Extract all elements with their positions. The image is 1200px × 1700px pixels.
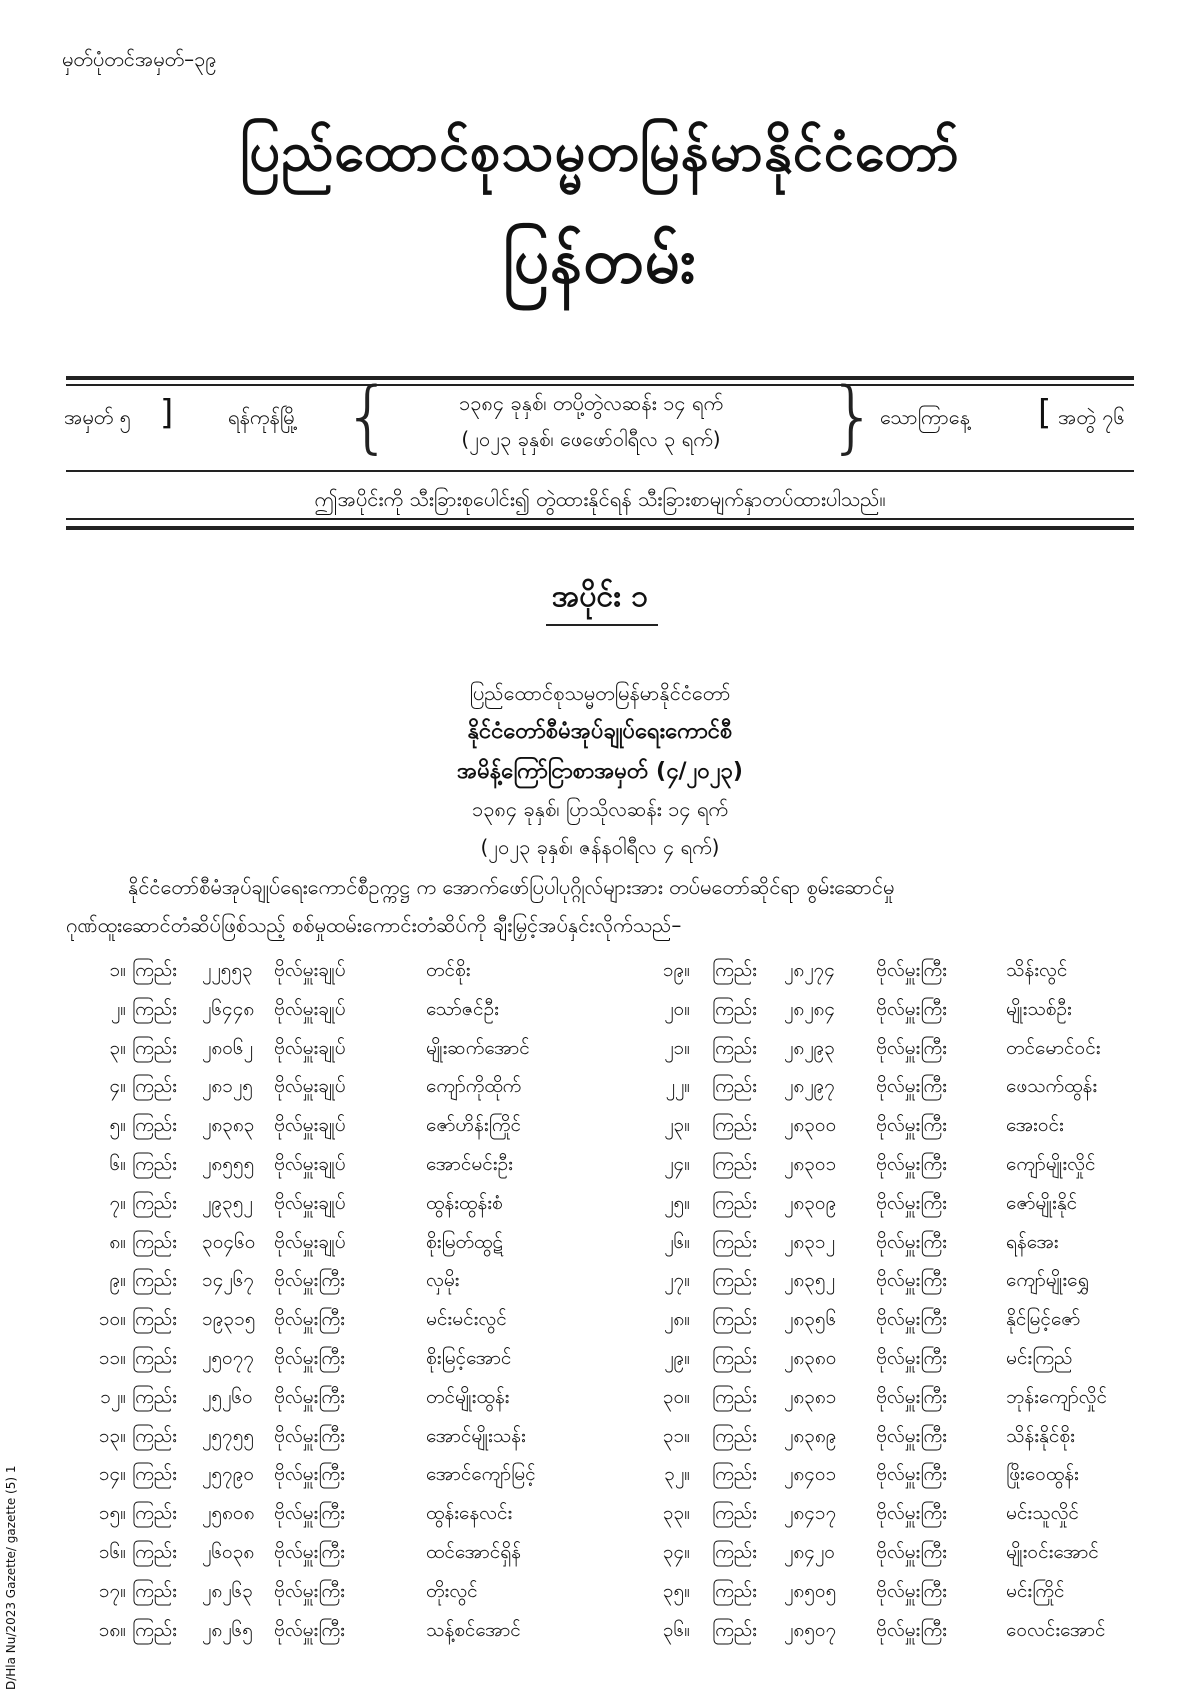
top-rule-thin (66, 384, 1134, 386)
awardee-corps: ကြည်း (132, 959, 177, 981)
awardee-no: ၂၈။ (664, 1308, 690, 1331)
awardee-id: ၂၈၃၅၂ (784, 1269, 835, 1292)
awardee-corps: ကြည်း (132, 1347, 177, 1369)
awardee-no: ၁၃။ (98, 1424, 126, 1447)
awardee-id: ၂၅၀၇၇ (202, 1347, 255, 1369)
awardee-row (0, 1074, 1200, 1112)
awardee-rank: ဗိုလ်မှူးကြီး (274, 1424, 345, 1447)
gazette-title-line1: ပြည်ထောင်စုသမ္မတမြန်မာနိုင်ငံတော် (240, 120, 960, 183)
awardee-id: ၂၅၇၅၅ (202, 1424, 255, 1447)
awardee-corps: ကြည်း (132, 1463, 177, 1486)
awardee-corps: ကြည်း (712, 1347, 757, 1369)
awardee-id: ၂၈၂၉၇ (784, 1075, 835, 1098)
awardee-corps: ကြည်း (712, 959, 757, 981)
section-underline (546, 624, 658, 626)
awardee-rank: ဗိုလ်မှူးချုပ် (274, 1153, 346, 1175)
awardee-rank: ဗိုလ်မှူးကြီး (274, 1579, 345, 1602)
order-number: အမိန့်ကြော်ငြာစာအမှတ် (၄/၂၀၂၃) (457, 759, 743, 784)
issue-volume: အတွဲ ၇၆ (1058, 405, 1125, 429)
awardee-no: ၄။ (109, 1075, 126, 1098)
awardee-corps: ကြည်း (132, 1230, 177, 1253)
awardee-no: ၃၂။ (664, 1463, 690, 1486)
awardee-no: ၁၉။ (662, 959, 690, 981)
awardee-name: ဖေသက်ထွန်း (1006, 1075, 1098, 1098)
awardee-no: ၂၃။ (664, 1114, 690, 1137)
awardee-id: ၂၈၀၆၂ (202, 1036, 253, 1059)
awardee-name: ဘုန်းကျော်လှိုင် (1006, 1385, 1108, 1408)
awardee-name: တင်မောင်ဝင်း (1006, 1036, 1101, 1059)
awardee-corps: ကြည်း (132, 1618, 177, 1641)
bottom-rule (66, 526, 1134, 530)
awardee-corps: ကြည်း (712, 1269, 757, 1292)
close-bracket-glyph: ] (160, 393, 174, 433)
awardee-name: အောင်မျိုးသန်း (426, 1424, 526, 1447)
awardee-corps: ကြည်း (132, 1153, 177, 1175)
awardee-corps: ကြည်း (712, 1385, 757, 1408)
awardee-name: တင်မျိုးထွန်း (426, 1385, 510, 1408)
gazette-title-line2: ပြန်တမ်း (503, 224, 697, 297)
issue-date-line2: (၂၀၂၃ ခုနှစ်၊ ဖေဖော်ဝါရီလ ၃ ရက်) (461, 427, 721, 451)
section-title: အပိုင်း ၁ (551, 579, 649, 614)
awardee-rank: ဗိုလ်မှူးကြီး (876, 1618, 947, 1641)
awardee-corps: ကြည်း (712, 1541, 757, 1563)
awardee-rank: ဗိုလ်မှူးချုပ် (274, 1191, 346, 1214)
awardee-id: ၂၈၃၁၂ (784, 1230, 835, 1253)
awardee-id: ၂၈၅၀၇ (784, 1618, 837, 1641)
awardee-name: ရန်အေး (1006, 1230, 1059, 1253)
awardee-no: ၁။ (109, 959, 126, 981)
awardee-rank: ဗိုလ်မှူးကြီး (876, 1036, 947, 1059)
awardee-rank: ဗိုလ်မှူးကြီး (876, 1424, 947, 1447)
awardee-name: စိုးမြင့်အောင် (426, 1347, 512, 1369)
awardee-no: ၃၀။ (662, 1385, 690, 1408)
awardee-no: ၃၄။ (662, 1541, 690, 1563)
middle-rule (66, 470, 1134, 472)
awardee-name: အောင်ကျော်မြင့် (426, 1463, 536, 1486)
awardee-name: အေးဝင်း (1006, 1114, 1064, 1137)
awardee-name: သိန်းလွင် (1006, 959, 1068, 981)
awardee-corps: ကြည်း (712, 1502, 757, 1525)
awardee-corps: ကြည်း (712, 1463, 757, 1486)
awardee-rank: ဗိုလ်မှူးချုပ် (274, 1036, 346, 1059)
awardee-name: မျိုးဆက်အောင် (426, 1036, 530, 1059)
awardee-id: ၂၉၃၅၂ (202, 1191, 253, 1214)
awardee-rank: ဗိုလ်မှူးကြီး (274, 1618, 345, 1641)
awardee-no: ၂၄။ (664, 1153, 690, 1175)
awardee-corps: ကြည်း (712, 1153, 757, 1175)
awardee-no: ၆။ (109, 1153, 126, 1175)
awardee-no: ၁၇။ (98, 1579, 126, 1602)
awardee-corps: ကြည်း (712, 1075, 757, 1098)
awardee-rank: ဗိုလ်မှူးကြီး (876, 1230, 947, 1253)
awardee-no: ၁၄။ (98, 1463, 126, 1486)
awardee-rank: ဗိုလ်မှူးကြီး (274, 1269, 345, 1292)
awardee-name: ထင်အောင်ရှိန် (426, 1541, 522, 1563)
registration-number: မှတ်ပုံတင်အမှတ်–၃၉ (62, 47, 217, 71)
awardee-name: အောင်မင်းဦး (426, 1153, 513, 1175)
awardee-id: ၂၈၃၈၀ (784, 1347, 837, 1369)
awardee-no: ၁၅။ (98, 1502, 126, 1525)
awardee-rank: ဗိုလ်မှူးကြီး (876, 1579, 947, 1602)
awardee-name: ကျော်ကိုထိုက် (426, 1075, 522, 1098)
awardee-no: ၂၉။ (664, 1347, 690, 1369)
right-brace-glyph: } (828, 372, 878, 462)
awardee-name: ဇော်ဟိန်းကြိုင် (426, 1114, 521, 1137)
awardee-corps: ကြည်း (132, 1579, 177, 1602)
awardee-id: ၂၈၃၀၉ (784, 1191, 837, 1214)
awardee-no: ၂၅။ (664, 1191, 690, 1214)
awardee-no: ၅။ (109, 1114, 126, 1137)
awardee-rank: ဗိုလ်မှူးကြီး (876, 1114, 947, 1137)
awardee-name: သန့်စင်အောင် (426, 1618, 521, 1641)
awardee-corps: ကြည်း (712, 997, 757, 1020)
awardee-corps: ကြည်း (132, 1502, 177, 1525)
awardee-corps: ကြည်း (712, 1308, 757, 1331)
order-date-gregorian: (၂၀၂၃ ခုနှစ်၊ ဇန်နဝါရီလ ၄ ရက်) (480, 835, 720, 859)
awardee-id: ၂၈၂၉၃ (784, 1036, 835, 1059)
awardee-row (0, 1152, 1200, 1190)
issue-weekday: သောကြာနေ့ (880, 405, 970, 429)
awardee-name: စိုးမြတ်ထွဋ် (426, 1230, 503, 1253)
awardee-row (0, 1540, 1200, 1578)
awardee-corps: ကြည်း (132, 1191, 177, 1214)
issue-number: အမှတ် ၅ (64, 405, 131, 429)
awardee-id: ၂၆၀၃၈ (202, 1541, 255, 1563)
awardee-no: ၉။ (109, 1269, 126, 1292)
awardee-id: ၂၈၄၀၁ (784, 1463, 837, 1486)
awardee-id: ၂၅၂၆၀ (202, 1385, 253, 1408)
awardee-row (0, 1501, 1200, 1539)
awardee-no: ၁၈။ (98, 1618, 126, 1641)
awardee-id: ၂၈၁၂၅ (202, 1075, 253, 1098)
awardee-id: ၂၈၅၀၅ (784, 1579, 837, 1602)
awardee-id: ၂၈၂၆၃ (202, 1579, 253, 1602)
awardee-id: ၂၈၃၀၀ (784, 1114, 837, 1137)
awardee-no: ၃၃။ (662, 1502, 690, 1525)
awardee-id: ၁၄၂၆၇ (202, 1269, 255, 1292)
awardee-no: ၂၀။ (664, 997, 690, 1020)
awardee-rank: ဗိုလ်မှူးကြီး (876, 959, 947, 981)
awardee-no: ၂၆။ (664, 1230, 690, 1253)
order-date-myanmar: ၁၃၈၄ ခုနှစ်၊ ပြာသိုလဆန်း ၁၄ ရက် (472, 797, 728, 821)
awardee-rank: ဗိုလ်မှူးကြီး (274, 1463, 345, 1486)
awardee-name: တိုးလွင် (426, 1579, 478, 1602)
awardee-row (0, 1462, 1200, 1500)
awardee-name: မင်းမင်းလွင် (426, 1308, 507, 1331)
awardee-id: ၂၅၈၀၈ (202, 1502, 255, 1525)
open-bracket-glyph: [ (1038, 393, 1052, 433)
top-rule (66, 376, 1134, 380)
awardee-name: ကျော်မျိုးရွှေ (1006, 1269, 1089, 1292)
awardee-rank: ဗိုလ်မှူးကြီး (876, 1347, 947, 1369)
awardee-rank: ဗိုလ်မှူးကြီး (876, 1191, 947, 1214)
awardee-corps: ကြည်း (132, 1269, 177, 1292)
awardee-name: နိုင်မြင့်ဇော် (1006, 1308, 1081, 1331)
awardee-row (0, 1268, 1200, 1306)
awardee-id: ၃၀၄၆၀ (202, 1230, 256, 1253)
awardee-corps: ကြည်း (712, 1618, 757, 1641)
awardee-row (0, 1230, 1200, 1268)
awardee-row (0, 958, 1200, 996)
awardee-rank: ဗိုလ်မှူးကြီး (876, 1308, 947, 1331)
awardee-rank: ဗိုလ်မှူးကြီး (876, 1541, 947, 1563)
awardee-name: ထွန်းနေလင်း (426, 1502, 513, 1525)
awardee-id: ၂၈၃၈၁ (784, 1385, 837, 1408)
awardee-rank: ဗိုလ်မှူးကြီး (876, 1463, 947, 1486)
awardee-no: ၃၅။ (662, 1579, 690, 1602)
awardee-no: ၃၆။ (662, 1618, 690, 1641)
awardee-name: ထွန်းထွန်းစံ (426, 1191, 503, 1214)
awardee-corps: ကြည်း (132, 1385, 177, 1408)
awardee-corps: ကြည်း (132, 997, 177, 1020)
awardee-no: ၂၁။ (664, 1036, 690, 1059)
awardee-no: ၁၁။ (98, 1347, 126, 1369)
awardee-name: မင်းကြိုင် (1006, 1579, 1065, 1602)
awardee-id: ၂၈၂၆၅ (202, 1618, 253, 1641)
awardee-row (0, 1424, 1200, 1462)
awardee-id: ၁၉၃၁၅ (202, 1308, 256, 1331)
awardee-name: လှမိုး (426, 1269, 460, 1292)
awardee-rank: ဗိုလ်မှူးချုပ် (274, 997, 346, 1020)
awardee-rank: ဗိုလ်မှူးချုပ် (274, 1230, 346, 1253)
document-reference: D/Hla Nu/2023 Gazette/ gazette (5) 1 (4, 1465, 18, 1690)
awardee-no: ၂၇။ (664, 1269, 690, 1292)
awardee-row (0, 1307, 1200, 1345)
awardee-no: ၃၁။ (662, 1424, 690, 1447)
awardee-corps: ကြည်း (712, 1230, 757, 1253)
awardee-corps: ကြည်း (132, 1541, 177, 1563)
awardee-row (0, 1113, 1200, 1151)
awardee-name: မျိုးဝင်းအောင် (1006, 1541, 1099, 1563)
awardee-id: ၂၈၃၅၆ (784, 1308, 837, 1331)
awardee-rank: ဗိုလ်မှူးကြီး (876, 1153, 947, 1175)
awardee-row (0, 1385, 1200, 1423)
awardee-corps: ကြည်း (132, 1036, 177, 1059)
awardee-id: ၂၂၅၅၃ (202, 959, 253, 981)
awardee-corps: ကြည်း (712, 1191, 757, 1214)
issue-place: ရန်ကုန်မြို့ (228, 405, 298, 429)
awardee-rank: ဗိုလ်မှူးကြီး (876, 1075, 947, 1098)
awardee-id: ၂၈၃၈၃ (202, 1114, 255, 1137)
awardee-row (0, 1346, 1200, 1384)
awardee-name: သော်ဇင်ဦး (426, 997, 499, 1020)
awardee-rank: ဗိုလ်မှူးကြီး (274, 1541, 345, 1563)
awardee-no: ၈။ (109, 1230, 126, 1253)
awardee-row (0, 1579, 1200, 1617)
issue-date-line1: ၁၃၈၄ ခုနှစ်၊ တပို့တွဲလဆန်း ၁၄ ရက် (458, 391, 724, 415)
awardee-id: ၂၈၄၂၀ (784, 1541, 835, 1563)
awardee-no: ၁၀။ (98, 1308, 126, 1331)
awardee-id: ၂၈၅၅၅ (202, 1153, 255, 1175)
awardee-name: ဖြိုးဝေထွန်း (1006, 1463, 1079, 1486)
awardee-id: ၂၅၇၉၀ (202, 1463, 255, 1486)
awardee-no: ၇။ (109, 1191, 126, 1214)
awardee-id: ၂၈၃၈၉ (784, 1424, 837, 1447)
awardee-rank: ဗိုလ်မှူးချုပ် (274, 959, 346, 981)
awardee-id: ၂၆၄၄၈ (202, 997, 255, 1020)
awardee-name: တင်စိုး (426, 959, 471, 981)
awardee-name: ဝေလင်းအောင် (1006, 1618, 1106, 1641)
order-paragraph-line2: ဂုဏ်ထူးဆောင်တံဆိပ်ဖြစ်သည့် စစ်မှုထမ်းကောင်းတံဆိပ်ကို ချီးမြှင့်အပ်နှင်းလိုက်သည်– (66, 913, 682, 937)
awardee-row (0, 1036, 1200, 1074)
awardee-rank: ဗိုလ်မှူးကြီး (274, 1308, 345, 1331)
awardee-id: ၂၈၄၁၇ (784, 1502, 837, 1525)
awardee-name: သိန်းနိုင်စိုး (1006, 1424, 1075, 1447)
awardee-row (0, 997, 1200, 1035)
awardee-corps: ကြည်း (712, 1036, 757, 1059)
awardee-row (0, 1191, 1200, 1229)
awardee-no: ၂။ (110, 997, 126, 1020)
order-issuer: ပြည်ထောင်စုသမ္မတမြန်မာနိုင်ငံတော် (469, 681, 731, 705)
awardee-rank: ဗိုလ်မှူးကြီး (876, 1269, 947, 1292)
awardee-rank: ဗိုလ်မှူးကြီး (274, 1347, 345, 1369)
awardee-name: မင်းကြည် (1006, 1347, 1073, 1369)
awardee-rank: ဗိုလ်မှူးချုပ် (274, 1114, 346, 1137)
awardee-id: ၂၈၃၀၁ (784, 1153, 837, 1175)
awardee-rank: ဗိုလ်မှူးကြီး (876, 1385, 947, 1408)
awardee-rank: ဗိုလ်မှူးချုပ် (274, 1075, 346, 1098)
awardee-name: ဇော်မျိုးနိုင် (1006, 1191, 1078, 1214)
awardee-row (0, 1618, 1200, 1656)
order-paragraph-line1: နိုင်ငံတော်စီမံအုပ်ချုပ်ရေးကောင်စီဥက္ကဋ္ဌ က အောက်ဖော်ပြပါပုဂ္ဂိုလ်များအား တပ်မတော်ဆိုင်ရာ စွမ်းဆောင်မှု (128, 875, 895, 899)
awardee-name: မင်းသူလှိုင် (1006, 1502, 1079, 1525)
bottom-rule-thin (66, 518, 1134, 520)
awardee-corps: ကြည်း (712, 1424, 757, 1447)
awardee-corps: ကြည်း (712, 1579, 757, 1602)
separate-binding-notice: ဤအပိုင်းကို သီးခြားစုပေါင်း၍ တွဲထားနိုင်ရန် သီးခြားစာမျက်နှာတပ်ထားပါသည်။ (314, 487, 886, 511)
left-brace-glyph: { (343, 372, 393, 462)
awardee-no: ၁၂။ (100, 1385, 126, 1408)
awardee-no: ၁၆။ (98, 1541, 126, 1563)
awardee-rank: ဗိုလ်မှူးကြီး (876, 997, 947, 1020)
awardee-no: ၃။ (109, 1036, 126, 1059)
awardee-corps: ကြည်း (132, 1114, 177, 1137)
awardee-corps: ကြည်း (132, 1424, 177, 1447)
awardee-corps: ကြည်း (712, 1114, 757, 1137)
awardee-id: ၂၈၂၇၄ (784, 959, 835, 981)
awardee-id: ၂၈၂၈၄ (784, 997, 836, 1020)
awardee-rank: ဗိုလ်မှူးကြီး (274, 1385, 345, 1408)
awardee-name: မျိုးသစ်ဦး (1006, 997, 1072, 1020)
awardee-corps: ကြည်း (132, 1075, 177, 1098)
awardee-corps: ကြည်း (132, 1308, 177, 1331)
awardee-rank: ဗိုလ်မှူးကြီး (876, 1502, 947, 1525)
awardee-rank: ဗိုလ်မှူးကြီး (274, 1502, 345, 1525)
order-council: နိုင်ငံတော်စီမံအုပ်ချုပ်ရေးကောင်စီ (467, 719, 733, 744)
awardee-no: ၂၂။ (665, 1075, 690, 1098)
awardee-name: ကျော်မျိုးလှိုင် (1006, 1153, 1096, 1175)
